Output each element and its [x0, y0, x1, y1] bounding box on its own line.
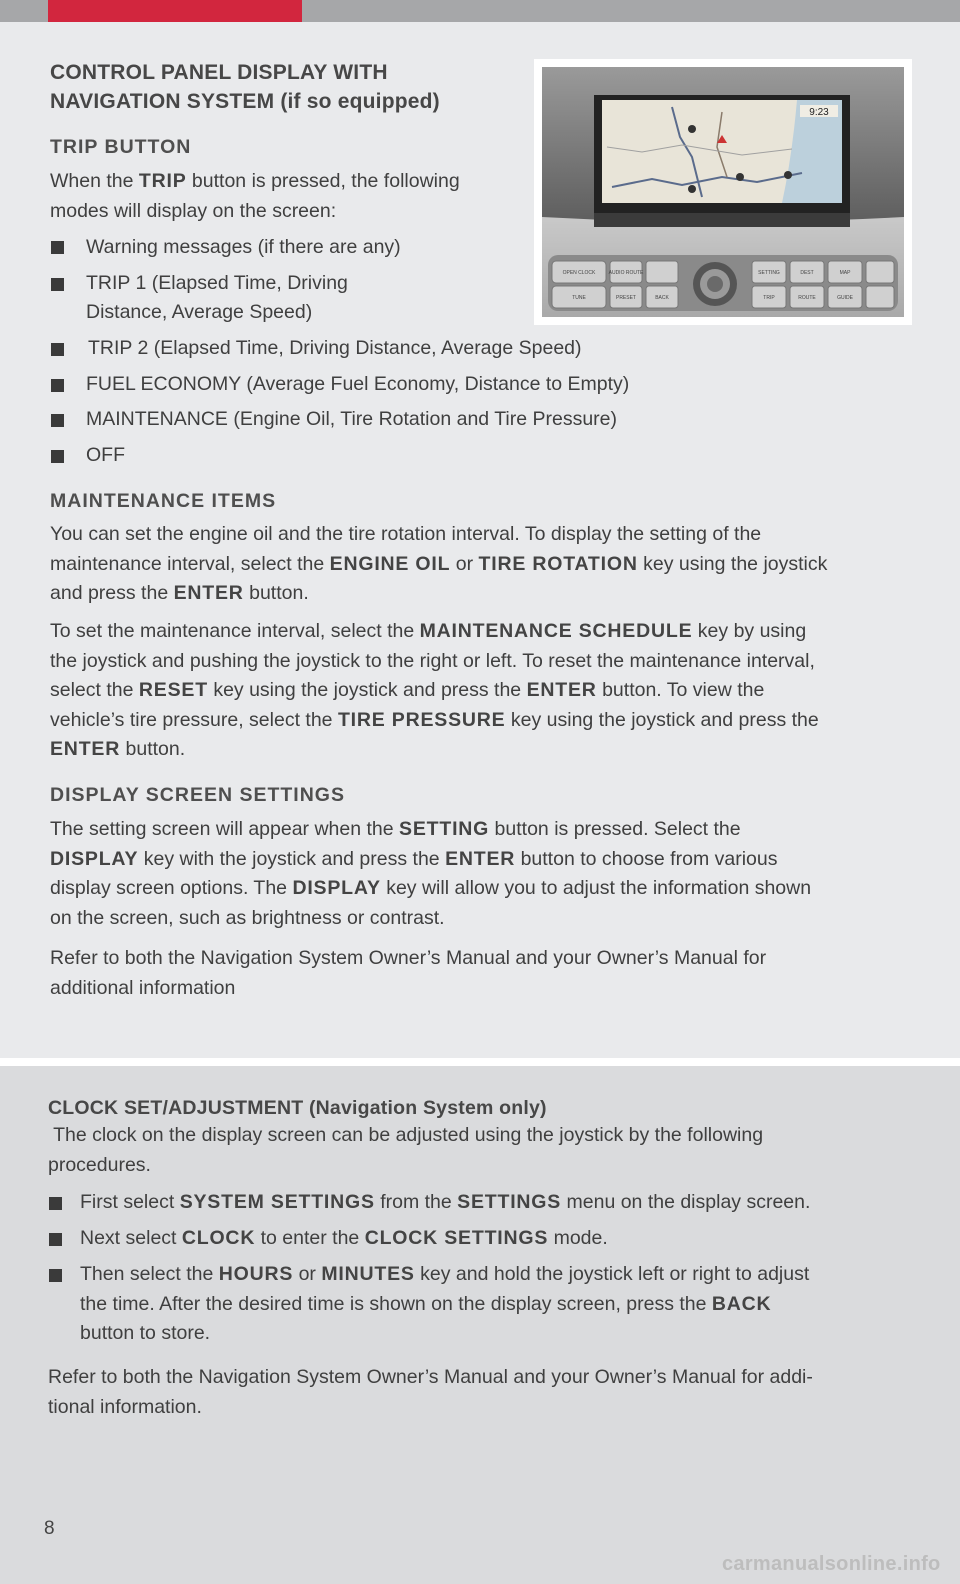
display-paragraph-1: The setting screen will appear when the SETTING button is pressed. Select the DISPLAY key with the joystick and press the ENTER button to choose from various display screen options. The DISPLAY key will allow you to adjust the information shown on the screen, such as brightness or contrast. [50, 818, 812, 929]
top-bar [0, 0, 960, 22]
bullet-icon [51, 343, 64, 356]
display-heading: DISPLAY SCREEN SETTINGS [50, 784, 345, 806]
display-paragraph-2: Refer to both the Navigation System Owner’s Manual and your Owner’s Manual for additional information [50, 947, 767, 999]
trip-key: TRIP [138, 170, 187, 192]
btn-map: MAP [839, 270, 851, 276]
bullet-icon [51, 241, 64, 254]
trip-intro: When the TRIP button is pressed, the following modes will display on the screen: [50, 170, 460, 222]
control-panel-photo [534, 59, 912, 325]
clock-step-2: Next select CLOCK to enter the CLOCK SETTINGS mode. [80, 1227, 608, 1249]
screen-clock: 9:23 [809, 107, 829, 118]
btn-audio-route: AUDIO ROUTE [608, 270, 644, 276]
btn-trip: TRIP [763, 295, 775, 301]
clock-intro: The clock on the display screen can be adjusted using the joystick by the following procedures. [48, 1124, 764, 1176]
section-title-line1: CONTROL PANEL DISPLAY WITH [50, 61, 388, 84]
clock-step-1: First select SYSTEM SETTINGS from the SETTINGS menu on the display screen. [80, 1191, 811, 1213]
top-bar-accent [48, 0, 302, 22]
section-divider [0, 1058, 960, 1066]
btn-tune: TUNE [572, 295, 586, 301]
bullet-icon [51, 450, 64, 463]
clock-refer: Refer to both the Navigation System Owner’s Manual and your Owner’s Manual for addi- tional information. [48, 1366, 813, 1418]
trip-mode-warning: Warning messages (if there are any) [86, 236, 401, 258]
page-number: 8 [44, 1518, 55, 1539]
btn-preset: PRESET [615, 295, 637, 301]
bullet-icon [51, 379, 64, 392]
btn-setting: SETTING [758, 270, 780, 276]
bullet-icon [49, 1269, 62, 1282]
trip-mode-trip1-cont: Distance, Average Speed) [86, 301, 313, 323]
section-title [50, 58, 440, 116]
btn-open-clock: OPEN CLOCK [562, 270, 596, 276]
trip-heading: TRIP BUTTON [50, 136, 192, 158]
maintenance-heading: MAINTENANCE ITEMS [50, 490, 277, 512]
btn-dest: DEST [800, 270, 814, 276]
trip-mode-trip1: TRIP 1 (Elapsed Time, Driving [86, 272, 348, 294]
btn-back: BACK [655, 295, 669, 301]
trip-mode-maintenance: MAINTENANCE (Engine Oil, Tire Rotation and Tire Pressure) [86, 408, 618, 430]
clock-step-3: Then select the HOURS or MINUTES key and hold the joystick left or right to adjust the time. After the desired time is shown on the display screen, press the BACK button to store. [80, 1263, 810, 1344]
watermark: carmanualsonline.info [722, 1553, 941, 1575]
bullet-icon [49, 1233, 62, 1246]
section-title-line2: NAVIGATION SYSTEM (if so equipped) [50, 90, 440, 113]
bullet-icon [51, 414, 64, 427]
bullet-icon [51, 278, 64, 291]
trip-mode-trip2: TRIP 2 (Elapsed Time, Driving Distance, Average Speed) [88, 337, 582, 359]
maintenance-paragraph-2: To set the maintenance interval, select the MAINTENANCE SCHEDULE key by using the joystick and pushing the joystick to the right or left. To reset the maintenance interval, select the RESET key using the joystick and press the ENTER button. To view the vehicle’s tire pressure, select the TIRE PRESSURE key using the joystick and press the ENTER button. [50, 620, 819, 760]
maintenance-paragraph-1: You can set the engine oil and the tire rotation interval. To display the setting of the maintenance interval, select the ENGINE OIL or TIRE ROTATION key using the joystick and press the ENTER button. [50, 523, 828, 604]
trip-mode-fuel: FUEL ECONOMY (Average Fuel Economy, Distance to Empty) [86, 373, 630, 395]
trip-mode-off: OFF [86, 444, 125, 466]
bullet-icon [49, 1197, 62, 1210]
control-panel-image [542, 67, 904, 317]
clock-title: CLOCK SET/ADJUSTMENT (Navigation System only) [48, 1097, 547, 1119]
btn-guide: GUIDE [837, 295, 853, 301]
btn-route: ROUTE [798, 295, 816, 301]
